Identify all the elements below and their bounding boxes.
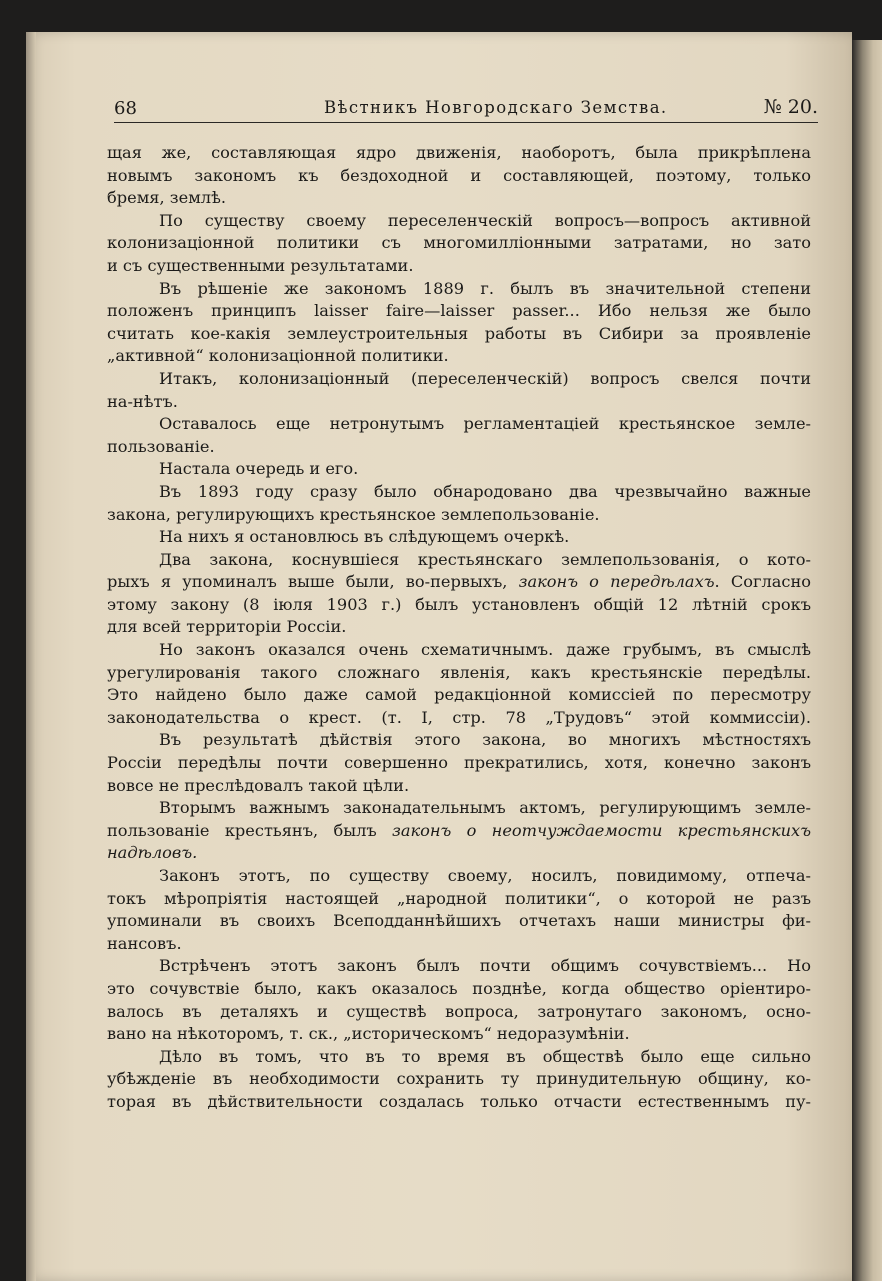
line-text: торая въ дѣйствительности создалась только отчасти естественнымъ пу- bbox=[107, 1091, 811, 1111]
line-text: колонизаціонной политики съ многомилліонными затратами, но зато bbox=[107, 233, 811, 253]
text-line bbox=[107, 729, 811, 752]
italic-law-title: надѣловъ. bbox=[107, 843, 198, 863]
italic-law-title: законъ о передѣлахъ bbox=[518, 572, 715, 592]
line-text: валось въ деталяхъ и существѣ вопроса, затронутаго закономъ, осно- bbox=[107, 1001, 811, 1021]
text-line bbox=[107, 210, 811, 233]
line-text: новымъ закономъ къ бездоходной и составляющей, поэтому, только bbox=[107, 165, 811, 185]
page-gutter bbox=[26, 32, 36, 1281]
running-header bbox=[114, 94, 818, 124]
text-line bbox=[107, 300, 811, 323]
text-line bbox=[107, 707, 811, 730]
line-text: вано на нѣкоторомъ, т. ск., „историческомъ“ недоразумѣніи. bbox=[107, 1024, 630, 1044]
line-text: законодательства о крест. (т. I, стр. 78 „Трудовъ“ этой коммиссіи). bbox=[107, 707, 811, 727]
line-text: Вторымъ важнымъ законадательнымъ актомъ, регулирующимъ земле- bbox=[159, 798, 811, 818]
line-text: упоминали въ своихъ Всеподданнѣйшихъ отчетахъ наши министры фи- bbox=[107, 911, 811, 931]
line-text-after: . Согласно bbox=[714, 572, 811, 592]
line-text: на-нѣтъ. bbox=[107, 391, 178, 411]
line-text: Въ рѣшеніе же закономъ 1889 г. былъ въ значительной степени bbox=[159, 278, 811, 298]
text-line bbox=[107, 571, 811, 594]
text-line bbox=[107, 978, 811, 1001]
line-text: Встрѣченъ этотъ законъ былъ почти общимъ сочувствіемъ... Но bbox=[159, 956, 811, 976]
text-line bbox=[107, 1001, 811, 1024]
text-line bbox=[107, 1068, 811, 1091]
text-line bbox=[107, 639, 811, 662]
text-line bbox=[107, 526, 811, 549]
line-text: рыхъ я упоминалъ выше были, во-первыхъ, bbox=[107, 572, 519, 592]
header-rule bbox=[114, 122, 818, 123]
book-spine bbox=[852, 40, 882, 1281]
line-text: этому закону (8 іюля 1903 г.) былъ установленъ общій 12 лѣтній срокъ bbox=[107, 594, 811, 614]
journal-title: Вѣстникъ Новгородскаго Земства. bbox=[324, 98, 668, 117]
line-text: На нихъ я остановлюсь въ слѣдующемъ очеркѣ. bbox=[159, 527, 570, 547]
text-line bbox=[107, 684, 811, 707]
line-text: Два закона, коснувшіеся крестьянскаго землепользованія, о кото- bbox=[159, 549, 811, 569]
text-line bbox=[107, 797, 811, 820]
line-text: для всей территоріи Россіи. bbox=[107, 617, 347, 637]
line-text: Дѣло въ томъ, что въ то время въ обществѣ было еще сильно bbox=[159, 1046, 811, 1066]
text-line bbox=[107, 662, 811, 685]
text-line bbox=[107, 1046, 811, 1069]
text-line bbox=[107, 165, 811, 188]
line-text: Въ 1893 году сразу было обнародовано два чрезвычайно важные bbox=[159, 481, 811, 501]
line-text: Это найдено было даже самой редакціонной комиссіей по пересмотру bbox=[107, 685, 811, 705]
text-line bbox=[107, 775, 811, 798]
line-text: вовсе не преслѣдовалъ такой цѣли. bbox=[107, 775, 410, 795]
text-line bbox=[107, 820, 811, 843]
line-text: пользованіе. bbox=[107, 436, 215, 456]
text-line bbox=[107, 458, 811, 481]
text-line bbox=[107, 413, 811, 436]
line-text: щая же, составляющая ядро движенія, наоборотъ, была прикрѣплена bbox=[107, 143, 811, 162]
text-line bbox=[107, 888, 811, 911]
line-text: нансовъ. bbox=[107, 933, 182, 953]
text-line bbox=[107, 955, 811, 978]
text-line bbox=[107, 910, 811, 933]
line-text: Настала очередь и его. bbox=[159, 459, 359, 479]
line-text: Россіи передѣлы почти совершенно прекратились, хотя, конечно законъ bbox=[107, 753, 811, 773]
line-text: пользованіе крестьянъ, былъ bbox=[107, 820, 392, 840]
line-text: Въ результатѣ дѣйствія этого закона, во многихъ мѣстностяхъ bbox=[159, 730, 811, 750]
italic-law-title: законъ о неотчуждаемости крестьянскихъ bbox=[391, 820, 811, 840]
line-text: Итакъ, колонизаціонный (переселенческій) вопросъ свелся почти bbox=[159, 368, 811, 388]
line-text: положенъ принципъ laisser faire—laisser passer... Ибо нельзя же было bbox=[107, 301, 811, 321]
text-line bbox=[107, 232, 811, 255]
text-line bbox=[107, 278, 811, 301]
text-line bbox=[107, 865, 811, 888]
text-line bbox=[107, 481, 811, 504]
text-line bbox=[107, 616, 811, 639]
line-text: Законъ этотъ, по существу своему, носилъ, повидимому, отпеча- bbox=[159, 866, 811, 885]
line-text: закона, регулирующихъ крестьянское землепользованіе. bbox=[107, 504, 600, 524]
text-line bbox=[107, 391, 811, 414]
issue-number: № 20. bbox=[763, 96, 818, 118]
text-line bbox=[107, 842, 811, 865]
text-line bbox=[107, 368, 811, 391]
text-line bbox=[107, 436, 811, 459]
text-line bbox=[107, 142, 811, 165]
text-line bbox=[107, 504, 811, 527]
article-body bbox=[107, 142, 811, 1114]
line-text: считать кое-какія землеустроительныя работы въ Сибири за проявленіе bbox=[107, 323, 811, 343]
text-line bbox=[107, 752, 811, 775]
line-text: Оставалось еще нетронутымъ регламентаціей крестьянское земле- bbox=[159, 414, 811, 434]
line-text: это сочувствіе было, какъ оказалось позднѣе, когда общество оріентиро- bbox=[107, 978, 811, 998]
text-line bbox=[107, 1023, 811, 1046]
line-text: токъ мѣропріятія настоящей „народной политики“, о которой не разъ bbox=[107, 888, 811, 908]
text-line bbox=[107, 933, 811, 956]
line-text: „активной“ колонизаціонной политики. bbox=[107, 346, 449, 366]
line-text: убѣжденіе въ необходимости сохранить ту принудительную общину, ко- bbox=[107, 1069, 811, 1089]
text-line bbox=[107, 549, 811, 572]
line-text: и съ существенными результатами. bbox=[107, 255, 414, 275]
text-line bbox=[107, 594, 811, 617]
line-text: бремя, землѣ. bbox=[107, 188, 226, 208]
text-line bbox=[107, 1091, 811, 1114]
page-number: 68 bbox=[114, 98, 137, 119]
text-line bbox=[107, 187, 811, 210]
text-line bbox=[107, 345, 811, 368]
line-text: Но законъ оказался очень схематичнымъ. даже грубымъ, въ смыслѣ bbox=[159, 640, 811, 660]
line-text: По существу своему переселенческій вопросъ—вопросъ активной bbox=[159, 210, 811, 230]
text-line bbox=[107, 255, 811, 278]
line-text: урегулированія такого сложнаго явленія, какъ крестьянскіе передѣлы. bbox=[107, 662, 811, 682]
text-line bbox=[107, 323, 811, 346]
